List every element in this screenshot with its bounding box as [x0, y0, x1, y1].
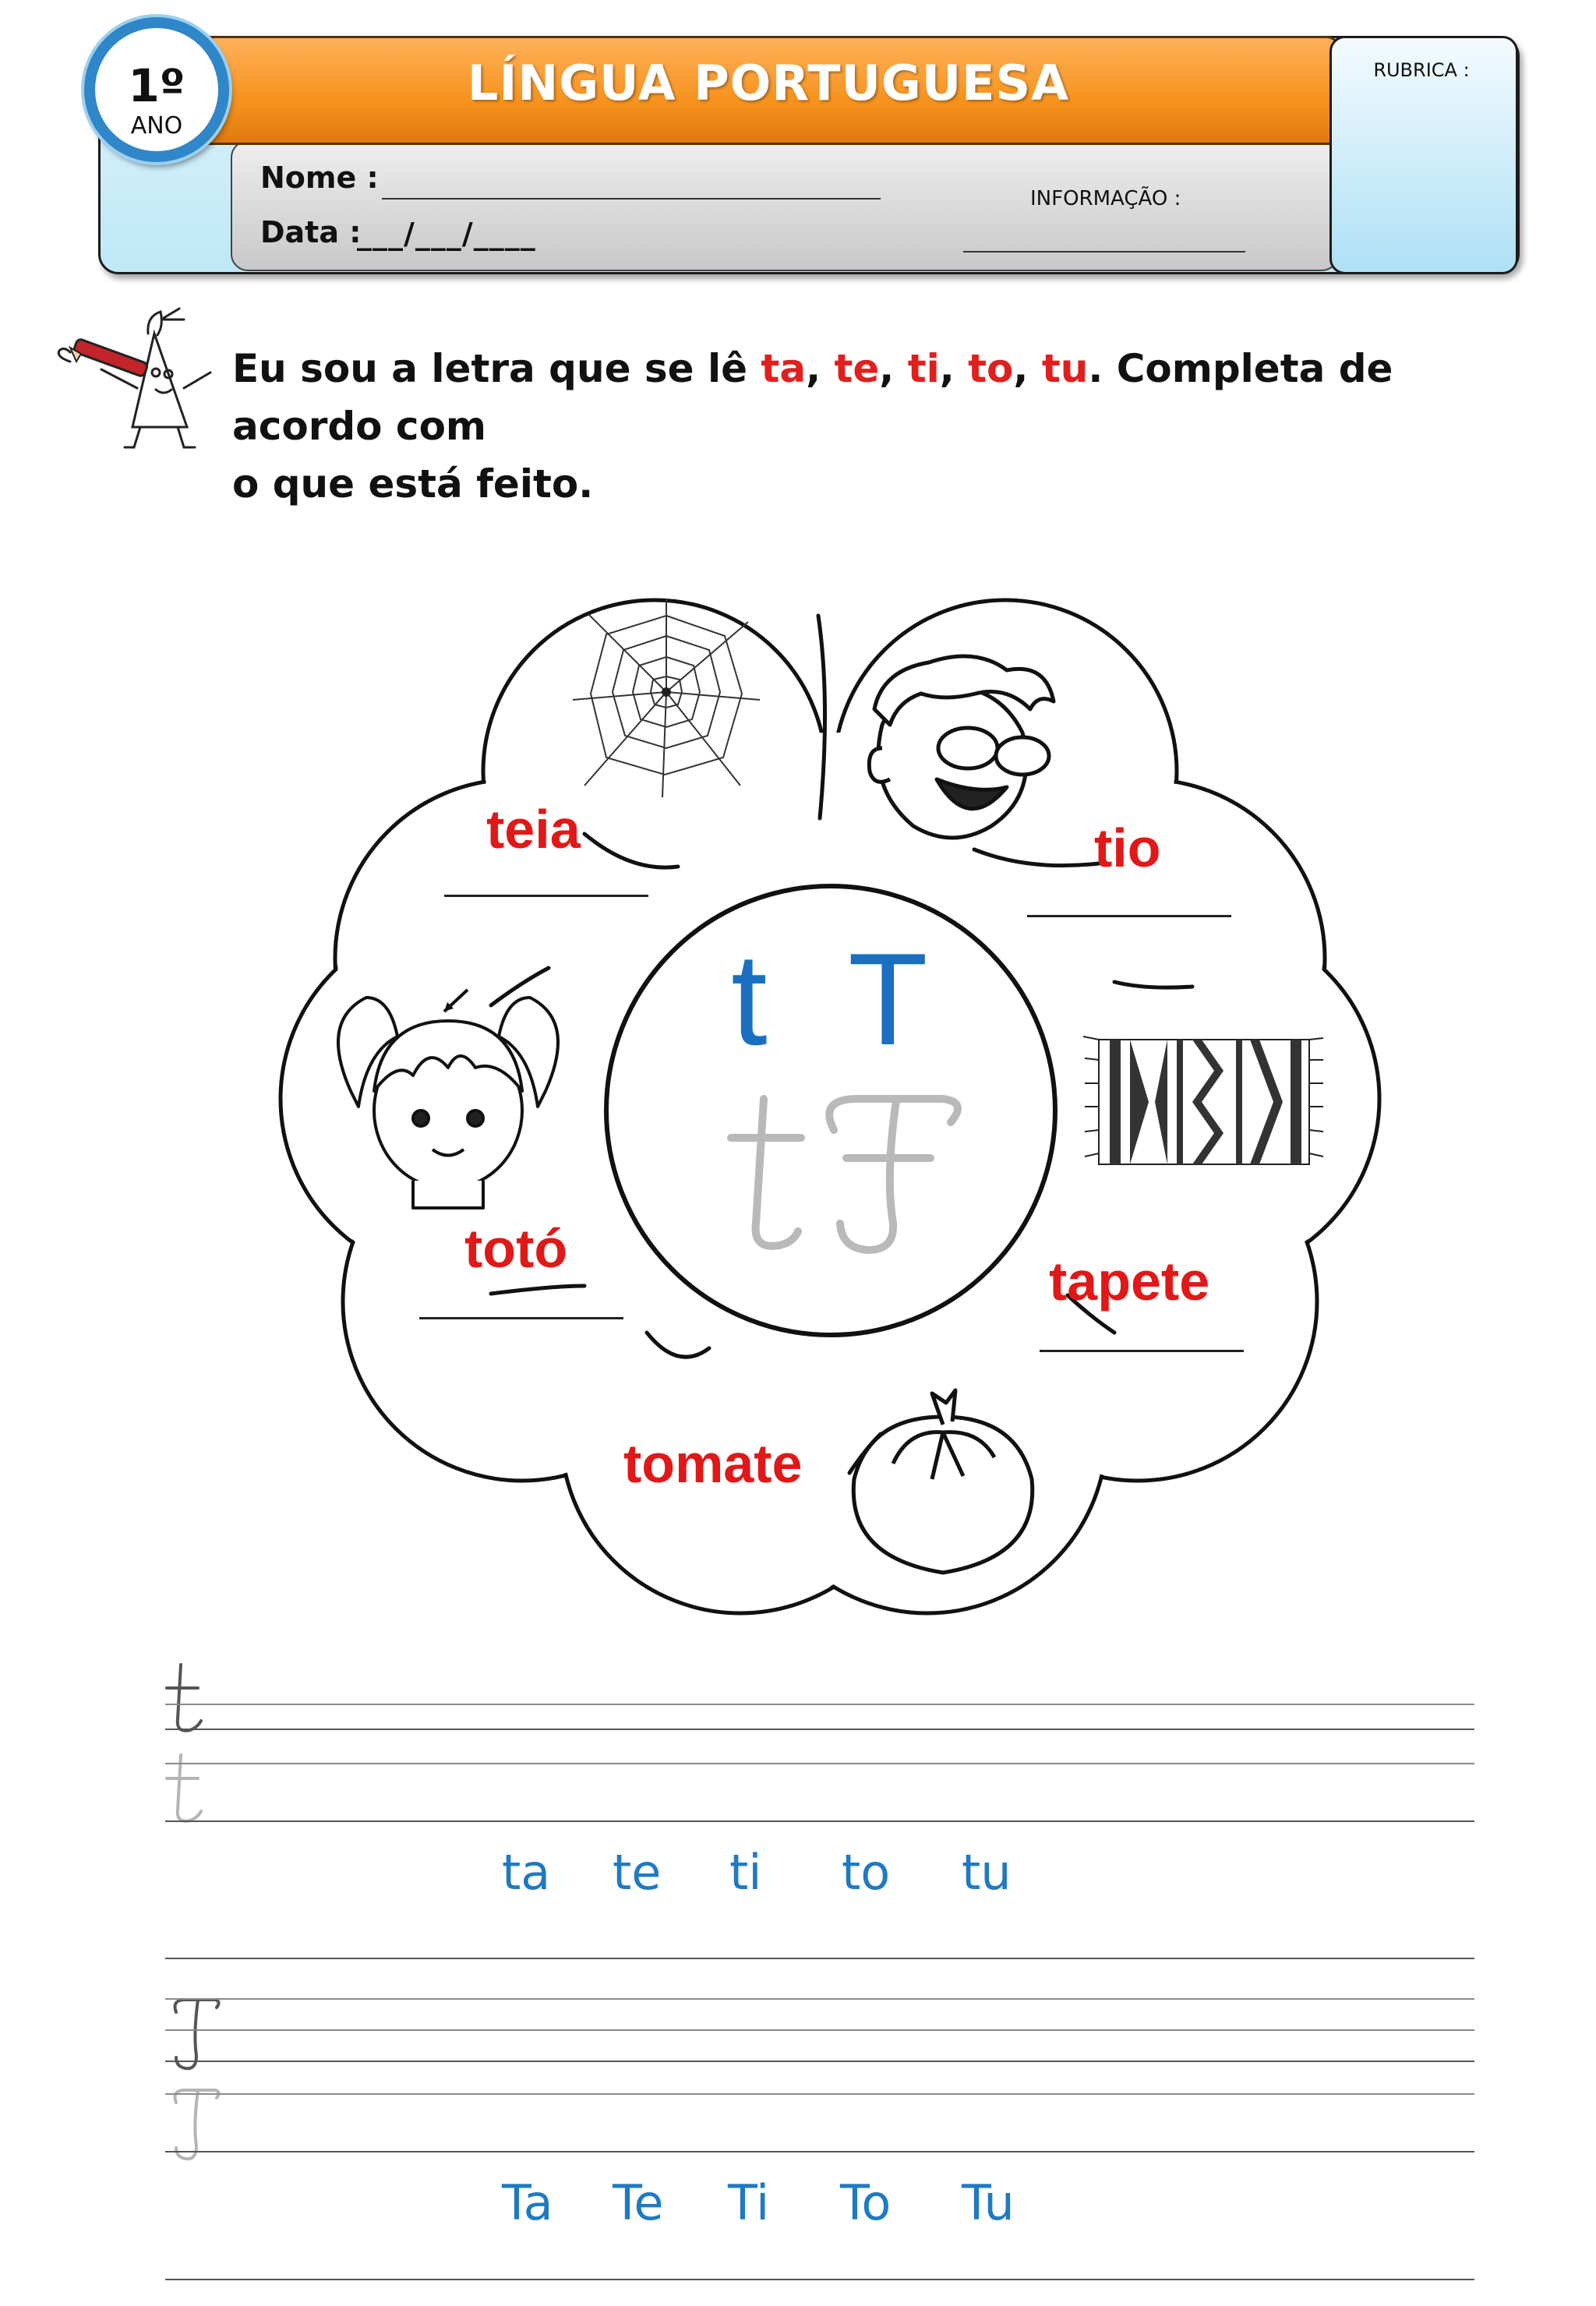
lowercase-syllables [0, 1844, 1596, 1906]
syllable-to-upper: To [840, 2174, 892, 2231]
center-lower-t: t [731, 926, 768, 1072]
base-line [165, 1820, 1474, 1822]
syllable-to: to [968, 346, 1014, 391]
date-label: Data : [260, 215, 362, 249]
syllable-tu-lower: tu [962, 1844, 1012, 1901]
spider-web-icon [569, 591, 764, 801]
instruction-text: Eu sou a letra que se lê ta, te, ti, to, tu. Completa de acordo com o que está feito. [232, 346, 1393, 507]
guide-line [165, 1704, 1474, 1705]
info-field[interactable] [963, 251, 1245, 252]
guide-line [165, 2093, 1474, 2095]
girl-pigtails-icon [320, 974, 577, 1216]
syllable-te-upper: Te [613, 2174, 664, 2231]
grade-label: ANO [130, 112, 183, 139]
syllable-to-lower: to [842, 1844, 891, 1901]
syllable-ta-lower: ta [502, 1844, 551, 1901]
rubrica-label: RUBRICA : [1373, 59, 1470, 81]
syllable-ta-upper: Ta [502, 2174, 553, 2231]
word-tapete: tapete [1049, 1251, 1210, 1312]
syllable-ti-upper: Ti [728, 2174, 770, 2231]
base-line [165, 2061, 1474, 2062]
syllable-ta: ta [761, 346, 807, 391]
old-man-face-icon [851, 639, 1077, 849]
word-tio: tio [1094, 818, 1161, 878]
writing-line[interactable] [165, 2279, 1474, 2280]
answer-line-toto[interactable] [419, 1317, 623, 1319]
word-teia: teia [486, 799, 581, 860]
tomato-icon [839, 1386, 1047, 1588]
syllable-ti-lower: ti [729, 1844, 762, 1901]
writing-line[interactable] [165, 1958, 1474, 1959]
word-toto: totó [464, 1218, 568, 1279]
answer-line-tapete[interactable] [1040, 1350, 1244, 1352]
instruction-part2: . Completa de acordo com [232, 346, 1393, 449]
pencil-mascot-icon [47, 302, 226, 455]
base-line [165, 1729, 1474, 1730]
answer-line-tio[interactable] [1027, 915, 1231, 917]
date-field[interactable]: ___/___/____ [357, 217, 536, 251]
subject-title: LÍNGUA PORTUGUESA [467, 55, 1070, 111]
grade-badge [84, 17, 229, 162]
syllable-te: te [834, 346, 880, 391]
base-line [165, 2151, 1474, 2152]
cursive-t-model-icon [164, 1662, 210, 1739]
center-upper-t: T [848, 926, 928, 1072]
guide-line [165, 2029, 1474, 2031]
guide-line [165, 1998, 1474, 2000]
uppercase-syllables [0, 2174, 1596, 2237]
info-label: INFORMAÇÃO : [1030, 187, 1181, 210]
syllable-tu: tu [1041, 346, 1089, 391]
answer-line-teia[interactable] [444, 895, 648, 897]
guide-line [165, 1763, 1474, 1764]
woven-rug-icon [1083, 1029, 1325, 1177]
grade-number: 1º [128, 59, 185, 112]
cursive-t-tracing-icon [701, 1083, 974, 1270]
syllable-te-lower: te [613, 1844, 662, 1901]
instruction-part1: Eu sou a letra que se lê [232, 346, 761, 391]
word-tomate: tomate [623, 1433, 803, 1494]
syllable-ti: ti [907, 346, 940, 391]
instruction-line2: o que está feito. [232, 461, 594, 507]
name-label: Nome : [260, 161, 379, 195]
name-field[interactable] [382, 198, 881, 200]
syllable-tu-upper: Tu [962, 2174, 1015, 2231]
